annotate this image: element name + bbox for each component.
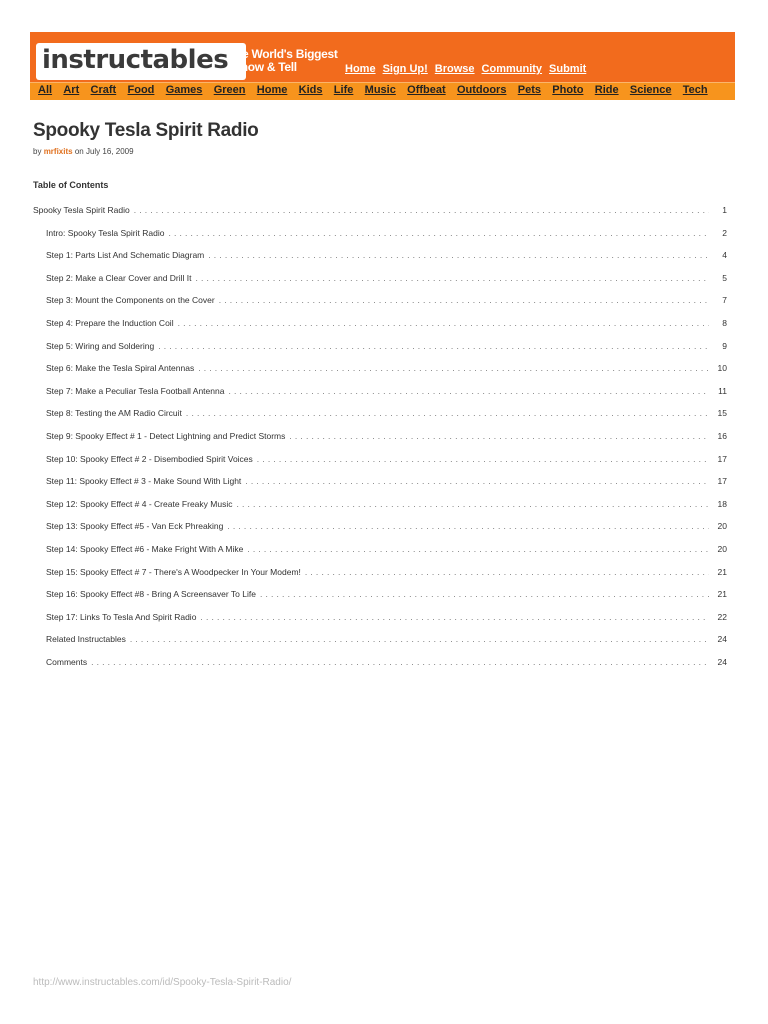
toc-entry-page: 16	[717, 431, 727, 441]
toc-entry[interactable]	[33, 228, 727, 240]
nav-submit-link[interactable]: Submit	[549, 63, 587, 75]
toc-entry-page: 15	[717, 408, 727, 419]
toc-leader-dots	[227, 521, 709, 531]
toc-entry[interactable]	[33, 363, 727, 375]
toc-entry[interactable]	[33, 341, 727, 353]
category-link-music[interactable]: Music	[364, 84, 396, 96]
byline	[33, 147, 134, 156]
toc-entry-page: 1	[722, 205, 727, 215]
toc-entry-title: Step 11: Spooky Effect # 3 - Make Sound With Light	[46, 476, 242, 487]
toc-entry-title: Step 15: Spooky Effect # 7 - There's A Woodpecker In Your Modem!	[46, 566, 301, 577]
toc-leader-dots	[247, 544, 709, 554]
category-link-offbeat[interactable]: Offbeat	[407, 84, 446, 96]
toc-entry[interactable]	[33, 273, 727, 285]
toc-entry-page: 11	[718, 385, 727, 396]
toc-entry-page: 9	[722, 340, 727, 351]
toc-entry-title: Intro: Spooky Tesla Spirit Radio	[46, 227, 165, 238]
toc-entry-title: Step 16: Spooky Effect #8 - Bring A Screensaver To Life	[46, 589, 256, 600]
toc-entry-title: Step 1: Parts List And Schematic Diagram	[46, 250, 205, 261]
toc-entry-title: Step 6: Make the Tesla Spiral Antennas	[46, 363, 195, 374]
toc-entry[interactable]	[33, 295, 727, 307]
publish-date: on July 16, 2009	[74, 147, 134, 156]
toc-entry[interactable]	[33, 431, 727, 443]
toc-entry-page: 21	[717, 566, 727, 577]
toc-entry-page: 7	[722, 295, 727, 306]
toc-leader-dots	[198, 363, 709, 373]
footer-url[interactable]: http://www.instructables.com/id/Spooky-Tesla-Spirit-Radio/	[33, 977, 292, 988]
toc-entry[interactable]	[33, 454, 727, 466]
category-link-outdoors[interactable]: Outdoors	[456, 84, 507, 96]
tagline	[228, 48, 338, 74]
category-link-kids[interactable]: Kids	[298, 84, 323, 96]
tagline-line-1: The World's Biggest	[228, 47, 338, 61]
toc-leader-dots	[91, 657, 709, 667]
top-nav	[345, 63, 593, 75]
toc-entry-title: Step 4: Prepare the Induction Coil	[46, 318, 174, 328]
category-link-life[interactable]: Life	[333, 84, 354, 96]
toc-leader-dots	[178, 318, 709, 328]
toc-entry[interactable]	[33, 408, 727, 420]
toc-entry-title: Step 17: Links To Tesla And Spirit Radio	[46, 611, 197, 622]
toc-leader-dots	[168, 228, 709, 238]
toc-entry-page: 24	[717, 634, 727, 645]
toc-entry[interactable]	[33, 476, 727, 488]
category-link-pets[interactable]: Pets	[517, 84, 541, 96]
toc-entry[interactable]	[33, 205, 727, 217]
toc-entry-page: 5	[722, 272, 727, 283]
toc-entry-page: 17	[717, 453, 727, 464]
nav-signup-link[interactable]: Sign Up!	[382, 63, 428, 75]
toc-entry-page: 24	[717, 657, 727, 667]
toc-entry-page: 10	[717, 363, 727, 374]
toc-entry[interactable]	[33, 589, 727, 601]
category-link-art[interactable]: Art	[63, 84, 80, 96]
toc-entry-title: Related Instructables	[46, 634, 126, 645]
toc-entry-page: 22	[717, 611, 727, 622]
category-link-food[interactable]: Food	[127, 84, 155, 96]
toc-leader-dots	[208, 250, 709, 260]
nav-home-link[interactable]: Home	[345, 63, 376, 75]
category-list	[38, 84, 719, 96]
toc-entry[interactable]	[33, 657, 727, 669]
nav-browse-link[interactable]: Browse	[434, 63, 475, 75]
toc-entry-title: Spooky Tesla Spirit Radio	[33, 205, 130, 215]
category-link-science[interactable]: Science	[629, 84, 672, 96]
toc-entry-page: 8	[722, 318, 727, 328]
toc-entry-title: Step 3: Mount the Components on the Cover	[46, 295, 215, 306]
toc-leader-dots	[257, 454, 709, 464]
nav-community-link[interactable]: Community	[481, 63, 543, 75]
page-title: Spooky Tesla Spirit Radio	[33, 120, 259, 141]
toc-entry-title: Step 5: Wiring and Soldering	[46, 340, 155, 351]
toc-leader-dots	[200, 612, 709, 622]
category-link-green[interactable]: Green	[213, 84, 246, 96]
toc-leader-dots	[130, 634, 709, 644]
toc-entry-title: Step 12: Spooky Effect # 4 - Create Freaky Music	[46, 498, 233, 509]
category-link-photo[interactable]: Photo	[552, 84, 584, 96]
toc-leader-dots	[186, 408, 709, 418]
toc-entry[interactable]	[33, 634, 727, 646]
site-header	[30, 32, 735, 99]
category-link-ride[interactable]: Ride	[594, 84, 619, 96]
toc-entry-title: Step 10: Spooky Effect # 2 - Disembodied Spirit Voices	[46, 453, 253, 464]
category-bar	[30, 82, 735, 100]
toc-entry-title: Step 13: Spooky Effect #5 - Van Eck Phreaking	[46, 521, 224, 532]
toc-leader-dots	[245, 476, 709, 486]
toc-entry-page: 21	[717, 589, 727, 600]
category-link-tech[interactable]: Tech	[682, 84, 708, 96]
toc-entry[interactable]	[33, 521, 727, 533]
toc-entry[interactable]	[33, 386, 727, 398]
toc-leader-dots	[305, 567, 709, 577]
toc-entry-page: 20	[717, 544, 727, 554]
toc-entry[interactable]	[33, 612, 727, 624]
byline-prefix: by	[33, 147, 42, 156]
toc-leader-dots	[289, 431, 709, 441]
site-logo[interactable]	[36, 43, 246, 80]
category-link-games[interactable]: Games	[165, 84, 203, 96]
toc-leader-dots	[158, 341, 709, 351]
toc-entry-page: 17	[717, 476, 727, 487]
toc-entry-page: 18	[717, 498, 727, 509]
toc-leader-dots	[236, 499, 709, 509]
toc-entry[interactable]	[33, 318, 727, 330]
author-link[interactable]: mrfixits	[43, 147, 73, 156]
category-link-home[interactable]: Home	[256, 84, 288, 96]
toc-entry-title: Step 2: Make a Clear Cover and Drill It	[46, 272, 192, 283]
toc-heading: Table of Contents	[33, 180, 109, 190]
toc-entry-page: 4	[722, 250, 727, 261]
toc-entry[interactable]	[33, 250, 727, 262]
toc-leader-dots	[260, 589, 709, 599]
toc-entry[interactable]	[33, 567, 727, 579]
toc-entry-page: 2	[722, 227, 727, 238]
toc-entry-title: Step 14: Spooky Effect #6 - Make Fright With A Mike	[46, 544, 244, 554]
toc-entry-page: 20	[717, 521, 727, 532]
toc-entry-title: Step 9: Spooky Effect # 1 - Detect Lightning and Predict Storms	[46, 431, 286, 441]
tagline-line-2: Show & Tell	[233, 60, 297, 74]
toc-leader-dots	[134, 205, 709, 215]
toc-entry-title: Step 8: Testing the AM Radio Circuit	[46, 408, 182, 419]
category-link-all[interactable]: All	[38, 84, 53, 96]
toc-entry-title: Step 7: Make a Peculiar Tesla Football Antenna	[46, 385, 225, 396]
toc-leader-dots	[228, 386, 709, 396]
toc-leader-dots	[219, 295, 709, 305]
toc-entry[interactable]	[33, 544, 727, 556]
category-link-craft[interactable]: Craft	[90, 84, 117, 96]
toc-entry[interactable]	[33, 499, 727, 511]
toc-leader-dots	[196, 273, 709, 283]
logo-text: instructables	[42, 45, 229, 75]
toc-entry-title: Comments	[46, 657, 88, 667]
